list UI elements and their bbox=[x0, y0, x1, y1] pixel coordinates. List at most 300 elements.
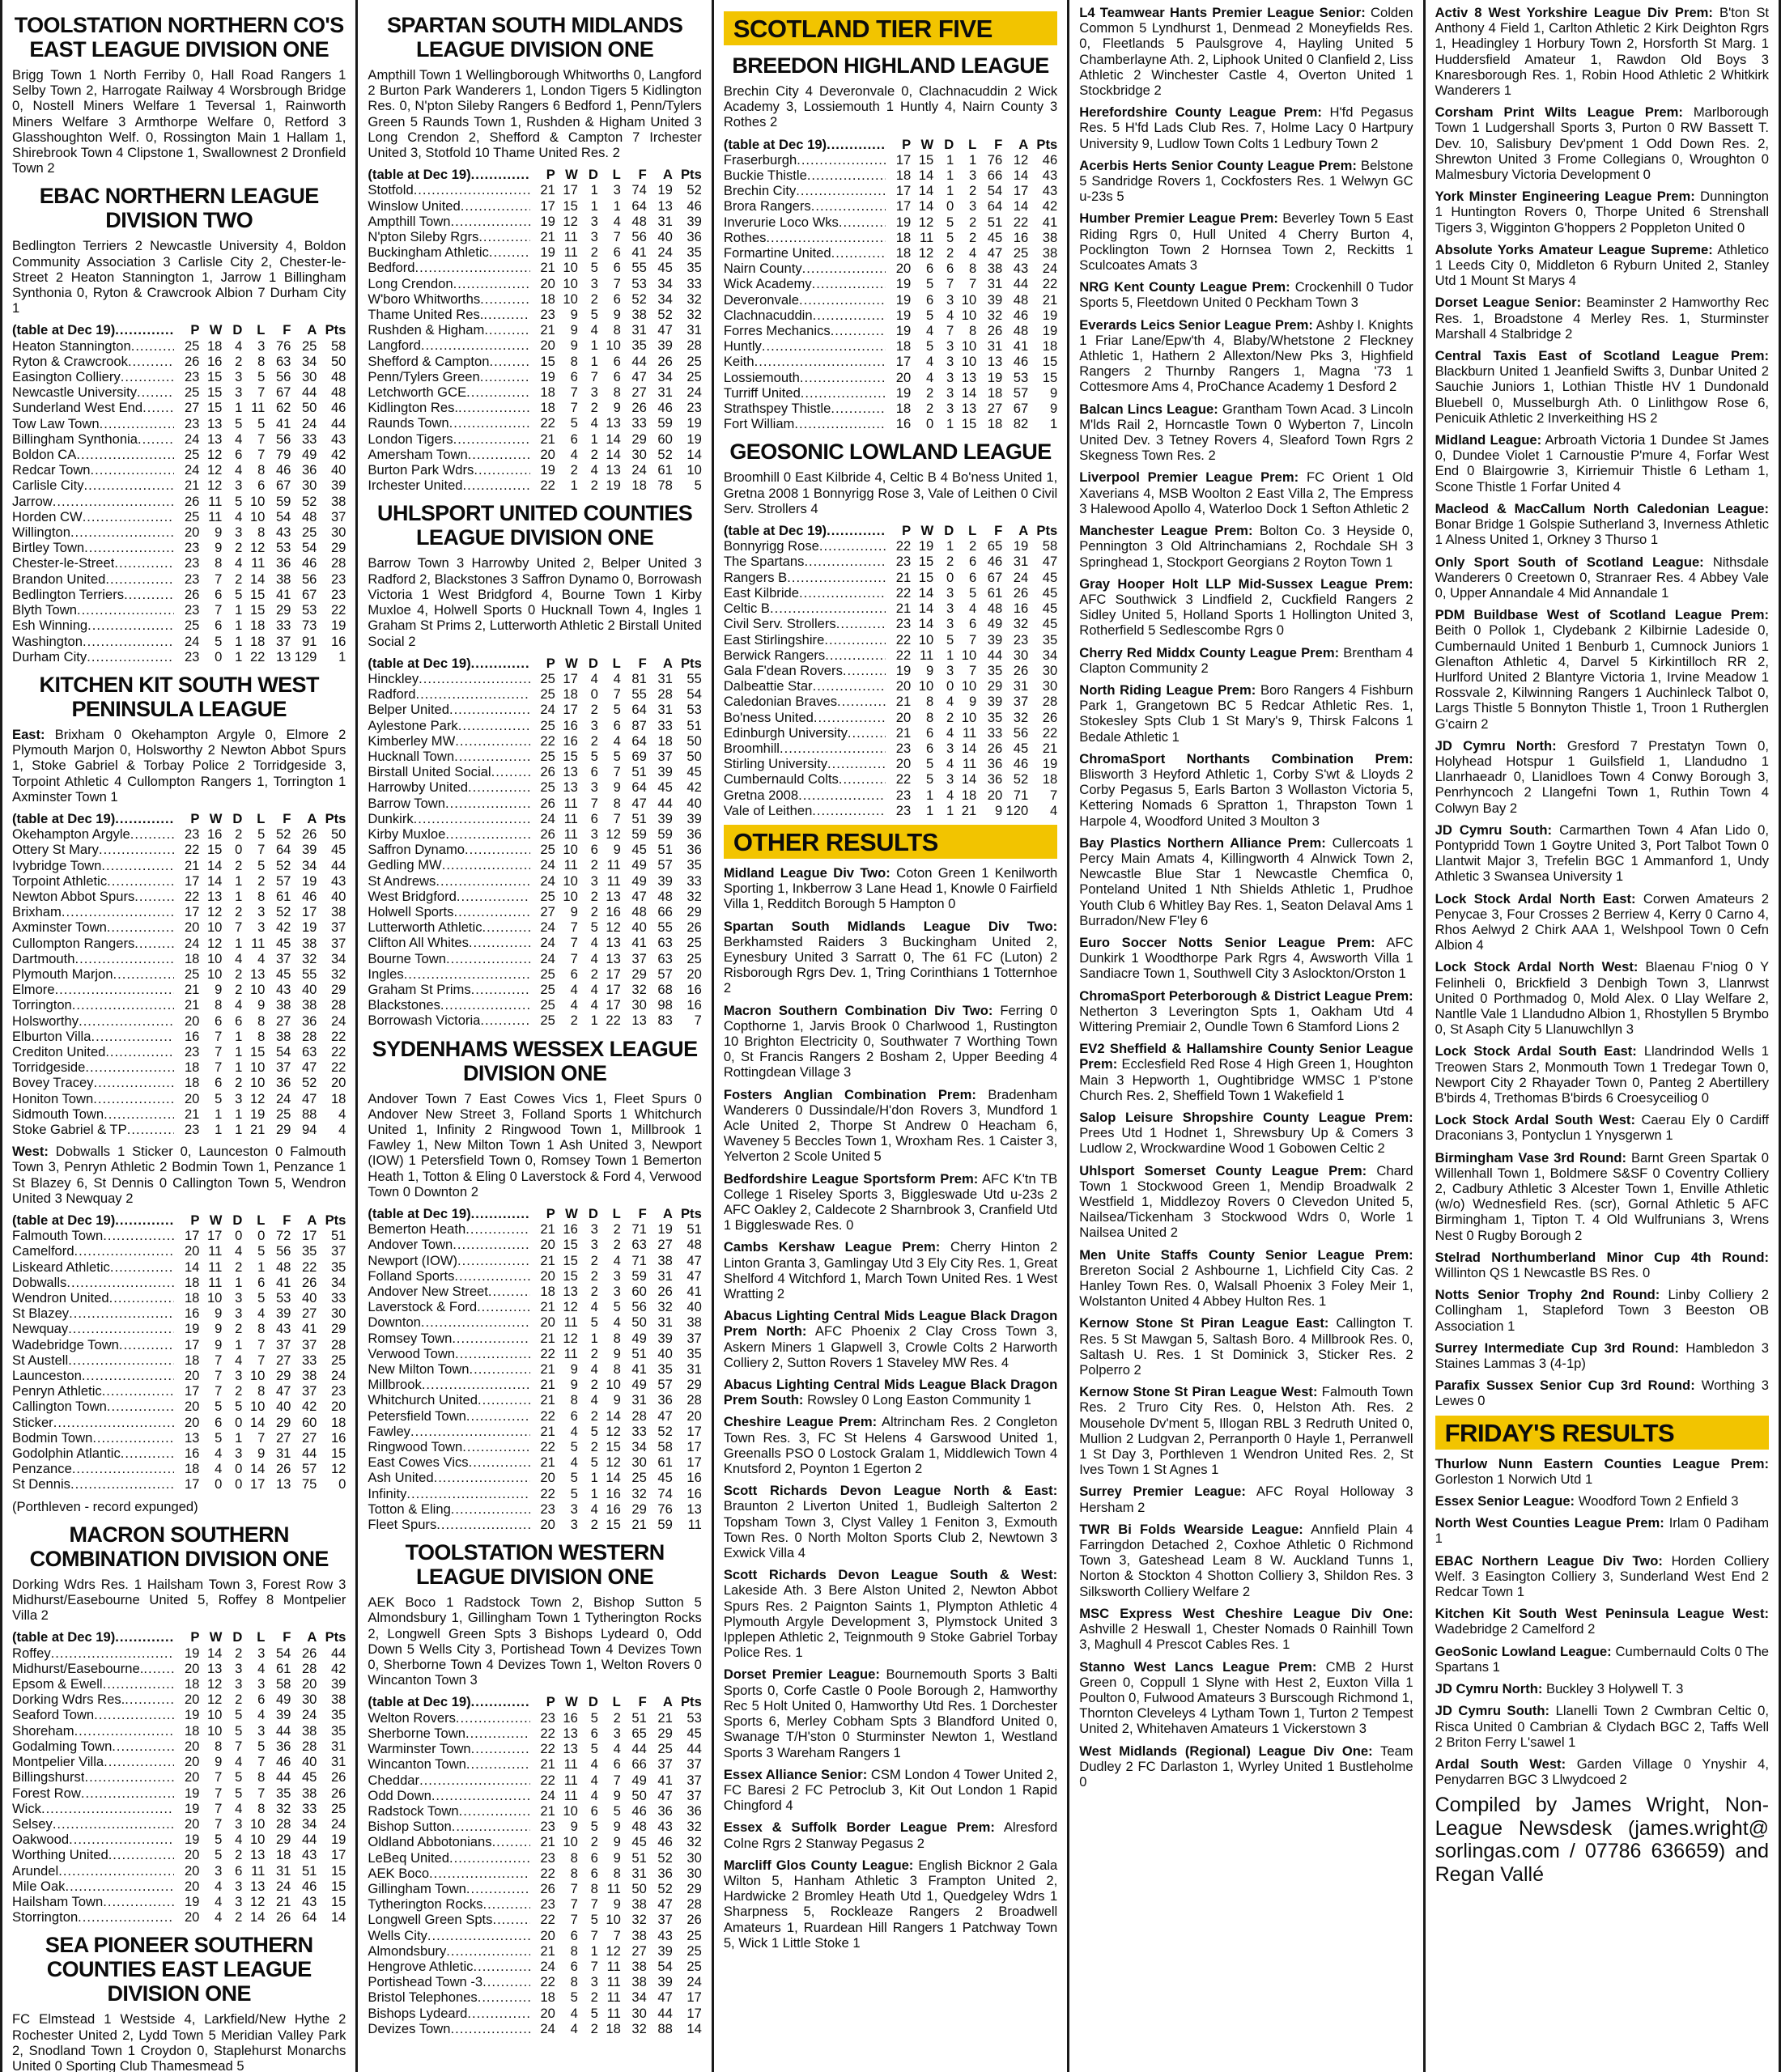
table-row bbox=[12, 1461, 346, 1476]
table-row bbox=[12, 1013, 346, 1029]
stat-p: 26 bbox=[184, 493, 200, 509]
stat-d: 4 bbox=[590, 670, 598, 686]
stat-l: 2 bbox=[613, 1221, 621, 1238]
stat-a: 27 bbox=[301, 1429, 317, 1446]
results-paragraph bbox=[724, 1858, 1057, 1951]
stat-l: 8 bbox=[613, 795, 621, 811]
team-name: Gedling MW bbox=[368, 857, 442, 873]
stat-l: 11 bbox=[962, 724, 977, 741]
stat-d: 2 bbox=[590, 446, 598, 462]
results-paragraph bbox=[1435, 959, 1769, 1037]
dot-leader bbox=[787, 570, 886, 585]
league-name-lead: Marcliff Glos County League: bbox=[723, 1857, 914, 1873]
section-headline: KITCHEN KIT SOUTH WEST PENINSULA LEAGUE bbox=[39, 672, 319, 721]
stat-p: 20 bbox=[895, 261, 912, 277]
team-name: Infinity bbox=[368, 1485, 407, 1501]
table-row bbox=[724, 416, 1057, 431]
stat-pts: 32 bbox=[686, 888, 702, 904]
stat-f: 27 bbox=[631, 384, 647, 401]
table-row bbox=[12, 982, 346, 997]
stat-a: 46 bbox=[657, 400, 673, 416]
stat-l: 4 bbox=[257, 1306, 266, 1322]
col-header-pts: Pts bbox=[325, 1629, 346, 1645]
team-name: West Bridgford bbox=[368, 888, 457, 904]
col-header-w: W bbox=[920, 523, 934, 539]
stat-p: 17 bbox=[895, 151, 912, 168]
results-text: Barrow Town 3 Harrowby United 2, Belper United 3 Radford 2, Blackstones 3 Saffron Dynamo 0, Borrowash Victoria 1 West Bridgford 4, Bourne Town 1 Kirby Muxloe 4, Holwell Sports 0 Hucknall Town 4, Ingles 1 Graham St Prims 2, Lutterworth Athletic 2 Birstall United Social 2 bbox=[368, 555, 702, 649]
stat-p: 17 bbox=[895, 198, 912, 214]
stat-l: 7 bbox=[257, 447, 266, 463]
table-row bbox=[12, 1259, 346, 1275]
dot-leader bbox=[87, 649, 174, 664]
team-name: Fort William bbox=[723, 416, 795, 432]
stat-d: 4 bbox=[946, 307, 954, 323]
stat-f: 56 bbox=[631, 1299, 647, 1315]
team-name: Forest Row bbox=[12, 1785, 81, 1801]
stat-a: 55 bbox=[301, 966, 317, 982]
stat-a: 14 bbox=[1013, 168, 1029, 184]
dot-leader bbox=[827, 523, 886, 538]
results-paragraph bbox=[368, 1091, 701, 1199]
stat-l: 8 bbox=[257, 888, 266, 904]
team-name: Fleet Spurs bbox=[368, 1517, 437, 1533]
stat-w: 12 bbox=[918, 245, 934, 261]
dot-leader bbox=[119, 1337, 174, 1352]
dot-leader bbox=[450, 214, 529, 229]
table-row bbox=[724, 385, 1057, 401]
stat-d: 2 bbox=[590, 1408, 598, 1424]
stat-p: 23 bbox=[184, 1121, 200, 1137]
league-name-lead: Dorset League Senior: bbox=[1435, 295, 1582, 311]
stat-pts: 22 bbox=[330, 1059, 346, 1076]
stat-pts: 43 bbox=[1042, 183, 1058, 199]
results-text: Brechin City 4 Deveronvale 0, Clachnacuddin 2 Wick Academy 3, Lossiemouth 1 Huntly 4, Nairn County 3 Rothes 2 bbox=[723, 83, 1058, 130]
stat-p: 24 bbox=[184, 633, 200, 649]
stat-p: 24 bbox=[540, 950, 555, 966]
col-header-l: L bbox=[257, 810, 266, 826]
team-name: Rushden & Higham bbox=[368, 322, 485, 338]
col-header-w: W bbox=[209, 810, 223, 826]
stat-f: 47 bbox=[987, 245, 1003, 261]
stat-l: 12 bbox=[249, 1893, 266, 1909]
results-paragraph bbox=[1079, 469, 1413, 516]
team-name: Downton bbox=[368, 1314, 421, 1331]
stat-d: 2 bbox=[590, 1439, 598, 1455]
results-paragraph bbox=[1435, 295, 1769, 342]
league-name-lead: North West Counties League Prem: bbox=[1435, 1515, 1664, 1531]
team-name: Epsom & Ewell bbox=[12, 1676, 103, 1692]
stat-p: 25 bbox=[184, 966, 200, 982]
stat-w: 10 bbox=[206, 1707, 223, 1723]
stat-f: 56 bbox=[275, 431, 291, 447]
stat-d: 1 bbox=[590, 197, 598, 214]
dot-leader bbox=[804, 554, 886, 569]
league-table bbox=[724, 523, 1057, 818]
stat-w: 2 bbox=[570, 1013, 578, 1029]
stat-a: 16 bbox=[1013, 229, 1029, 245]
section-banner: OTHER RESULTS bbox=[724, 825, 1057, 859]
stat-w: 11 bbox=[919, 647, 934, 663]
stat-l: 13 bbox=[249, 1847, 266, 1863]
stat-a: 51 bbox=[657, 842, 673, 858]
stat-p: 23 bbox=[184, 555, 200, 571]
stat-w: 6 bbox=[215, 1075, 223, 1091]
table-row bbox=[368, 338, 701, 353]
stat-l: 8 bbox=[257, 1769, 266, 1785]
dot-leader bbox=[143, 1661, 174, 1676]
dot-leader bbox=[115, 1212, 174, 1228]
team-name: Billingham Synthonia bbox=[12, 431, 138, 447]
stat-f: 21 bbox=[631, 1517, 647, 1533]
table-row bbox=[368, 1710, 701, 1726]
table-row bbox=[12, 1059, 346, 1075]
table-row bbox=[724, 632, 1057, 648]
team-name: Edinburgh University bbox=[723, 724, 848, 741]
stat-a: 44 bbox=[301, 1832, 317, 1848]
team-name: Godalming Town bbox=[12, 1738, 113, 1754]
dot-leader bbox=[492, 1912, 529, 1927]
stat-w: 4 bbox=[570, 2005, 578, 2021]
team-name: Radford bbox=[368, 686, 416, 703]
stat-w: 15 bbox=[563, 1252, 578, 1268]
league-name-lead: Bedfordshire League Sportsform Prem: bbox=[723, 1170, 979, 1187]
stat-w: 12 bbox=[206, 462, 223, 478]
dot-leader bbox=[480, 291, 530, 307]
stat-d: 7 bbox=[235, 1738, 243, 1754]
stat-a: 31 bbox=[657, 384, 673, 401]
stat-p: 19 bbox=[540, 368, 555, 384]
stat-f: 72 bbox=[275, 1228, 291, 1244]
results-text: Bolton Co. 3 Heyside 0, Pennington 3 Old Altrinchamians 2, Rochdale SH 3 Springhead 1, Stockport Georgians 2 Royton Town 1 bbox=[1079, 523, 1413, 570]
dot-leader bbox=[102, 1383, 175, 1399]
results-text: Brereton Social 2 Ashbourne 1, Lichfield City Cas. 2 Hanley Town Res. 0, Walsall Phoenix 3 Foley Meir 1, Wolstanton United 4 Abbey Hulton Res. 1 bbox=[1079, 1262, 1413, 1310]
stat-d: 0 bbox=[946, 678, 954, 694]
stat-pts: 30 bbox=[686, 1865, 702, 1881]
stat-f: 48 bbox=[631, 1819, 647, 1835]
stat-w: 11 bbox=[563, 857, 578, 873]
dot-leader bbox=[799, 292, 886, 308]
stat-l: 5 bbox=[613, 748, 621, 764]
stat-w: 10 bbox=[206, 1290, 223, 1306]
stat-w: 12 bbox=[563, 213, 578, 229]
stat-pts: 15 bbox=[1042, 369, 1058, 385]
stat-l: 9 bbox=[613, 1849, 621, 1866]
team-name: Fraserburgh bbox=[723, 151, 797, 168]
stat-pts: 36 bbox=[686, 842, 702, 858]
stat-p: 19 bbox=[895, 307, 912, 323]
table-row bbox=[12, 1707, 346, 1722]
stat-w: 10 bbox=[563, 1834, 578, 1850]
table-row bbox=[724, 725, 1057, 741]
stat-l: 4 bbox=[257, 1707, 266, 1723]
team-name: Sunderland West End bbox=[12, 400, 143, 416]
stat-f: 65 bbox=[987, 538, 1003, 554]
stat-f: 21 bbox=[275, 1893, 291, 1909]
team-name: Bishops Lydeard bbox=[368, 2005, 468, 2021]
table-caption: (table at Dec 19) bbox=[723, 136, 827, 152]
team-name: Penzance bbox=[12, 1461, 72, 1477]
stat-p: 20 bbox=[184, 1738, 200, 1754]
stat-w: 7 bbox=[215, 1800, 223, 1816]
stat-pts: 0 bbox=[338, 1476, 346, 1492]
team-name: Wells City bbox=[368, 1927, 427, 1943]
stat-l: 15 bbox=[249, 1043, 266, 1059]
stat-p: 24 bbox=[184, 431, 200, 447]
stat-l: 13 bbox=[249, 1878, 266, 1894]
stat-d: 1 bbox=[946, 168, 954, 184]
team-name: Brandon United bbox=[12, 571, 106, 587]
stat-pts: 58 bbox=[1042, 538, 1058, 554]
stat-w: 12 bbox=[563, 1299, 578, 1315]
stat-l: 14 bbox=[249, 1909, 266, 1926]
stat-f: 29 bbox=[631, 966, 647, 982]
results-paragraph bbox=[368, 1594, 701, 1688]
dot-leader bbox=[796, 183, 886, 198]
stat-w: 7 bbox=[215, 1769, 223, 1785]
col-header-l: L bbox=[612, 1694, 621, 1710]
table-row bbox=[12, 1321, 346, 1336]
stat-pts: 42 bbox=[330, 1660, 346, 1676]
stat-f: 64 bbox=[631, 702, 647, 718]
dot-leader bbox=[51, 1645, 175, 1661]
stat-l: 14 bbox=[249, 1414, 266, 1430]
results-text: AFC K'tn TB College 1 Riseley Sports 3, Biggleswade Utd u-23s 2 AFC Oakley 2, Caldecote 2 Sharnbrook 3, Cranfield Utd 1 Biggleswade Res. 0 bbox=[723, 1170, 1058, 1233]
stat-f: 41 bbox=[275, 1274, 291, 1290]
results-paragraph bbox=[724, 1239, 1057, 1301]
stat-f: 69 bbox=[631, 748, 647, 764]
stat-l: 9 bbox=[613, 779, 621, 796]
league-name-lead: Parafix Sussex Senior Cup 3rd Round: bbox=[1435, 1378, 1695, 1394]
stat-f: 55 bbox=[631, 260, 647, 276]
stat-w: 6 bbox=[215, 1013, 223, 1029]
dot-leader bbox=[471, 982, 530, 997]
team-name: Selsey bbox=[12, 1815, 53, 1832]
team-name: Wincanton Town bbox=[368, 1756, 466, 1773]
stat-l: 12 bbox=[606, 1942, 621, 1959]
results-paragraph bbox=[1079, 523, 1413, 570]
stat-pts: 28 bbox=[330, 1336, 346, 1352]
results-paragraph bbox=[1435, 1515, 1769, 1546]
stat-l: 9 bbox=[613, 1896, 621, 1913]
stat-pts: 43 bbox=[330, 431, 346, 447]
stat-pts: 33 bbox=[686, 873, 702, 889]
stat-w: 7 bbox=[215, 571, 223, 587]
dot-leader bbox=[831, 245, 886, 261]
stat-pts: 18 bbox=[1042, 338, 1058, 355]
stat-w: 4 bbox=[570, 446, 578, 462]
stat-a: 34 bbox=[301, 1815, 317, 1832]
team-name: Willington bbox=[12, 524, 70, 541]
stat-w: 7 bbox=[570, 1880, 578, 1896]
table-row bbox=[12, 951, 346, 966]
stat-f: 53 bbox=[631, 275, 647, 291]
stat-a: 35 bbox=[657, 1361, 673, 1378]
stat-l: 21 bbox=[961, 802, 977, 818]
table-row bbox=[12, 842, 346, 857]
stat-pts: 21 bbox=[1042, 291, 1058, 308]
stat-d: 6 bbox=[590, 764, 598, 780]
dot-leader bbox=[450, 2021, 529, 2036]
stat-d: 2 bbox=[590, 1989, 598, 2006]
results-text: Coton Green 1 Kenilworth Sporting 1, Inkberrow 3 Lane Head 1, Knowle 0 Fairfield Villa 1, Redditch Borough 5 Hampton 0 bbox=[723, 864, 1058, 912]
stat-l: 14 bbox=[606, 446, 621, 462]
dot-leader bbox=[107, 873, 174, 889]
stat-a: 47 bbox=[657, 322, 673, 338]
results-text: Caerau Ely 0 Cardiff Draconians 3, Pontyclun 1 Ynysgerwn 1 bbox=[1435, 1112, 1770, 1144]
results-text: Bradenham Wanderers 0 Dussindale/H'don Rovers 3, Mundford 1 Acle United 2, Thorpe St Andrew 0 Heacham 6, Waveney 5 Beccles Town 1, Wroxham Res. 1 Caister 3, Yelverton 2 Scole United 5 bbox=[723, 1086, 1058, 1165]
stat-l: 7 bbox=[257, 842, 266, 858]
stat-d: 3 bbox=[590, 213, 598, 229]
stat-pts: 46 bbox=[686, 197, 702, 214]
stat-w: 5 bbox=[925, 338, 934, 355]
stat-f: 34 bbox=[631, 1989, 647, 2006]
stat-f: 52 bbox=[275, 904, 291, 920]
stat-w: 4 bbox=[925, 354, 934, 370]
stat-d: 3 bbox=[590, 1221, 598, 1238]
stat-f: 24 bbox=[631, 462, 647, 478]
team-name: Camelford bbox=[12, 1243, 74, 1259]
stat-a: 30 bbox=[301, 1692, 317, 1708]
team-name: Graham St Prims bbox=[368, 981, 471, 997]
stat-f: 36 bbox=[275, 1075, 291, 1091]
stat-a: 88 bbox=[301, 1106, 317, 1122]
stat-f: 28 bbox=[275, 1815, 291, 1832]
stat-w: 12 bbox=[563, 1330, 578, 1346]
stat-w: 8 bbox=[570, 1942, 578, 1959]
table-row bbox=[368, 779, 701, 795]
results-paragraph bbox=[1079, 1522, 1413, 1599]
league-name-lead: West: bbox=[12, 1144, 49, 1160]
stat-p: 17 bbox=[184, 1383, 200, 1399]
stat-a: 28 bbox=[301, 1738, 317, 1754]
dot-leader bbox=[134, 889, 174, 904]
stat-p: 24 bbox=[540, 2020, 555, 2036]
stat-f: 45 bbox=[275, 966, 291, 982]
stat-f: 61 bbox=[275, 1660, 291, 1676]
team-name: Andover Town bbox=[368, 1237, 453, 1253]
stat-a: 32 bbox=[657, 1299, 673, 1315]
team-name: Penryn Athletic bbox=[12, 1383, 102, 1399]
stat-pts: 39 bbox=[686, 213, 702, 229]
table-row bbox=[368, 1299, 701, 1314]
results-text: Broomhill 0 East Kilbride 4, Celtic B 4 Bo'ness United 1, Gretna 2008 1 Bonnyrigg Rose 3, Vale of Leithen 0 Civil Serv. Strollers 4 bbox=[723, 469, 1058, 516]
dot-leader bbox=[108, 1847, 175, 1862]
stat-pts: 5 bbox=[694, 478, 702, 494]
stat-p: 18 bbox=[895, 245, 912, 261]
results-text: Dorking Wdrs Res. 1 Hailsham Town 3, Forest Row 3 Midhurst/Easebourne United 5, Roffey 8 Montpelier Villa 2 bbox=[12, 1576, 346, 1624]
table-row bbox=[368, 1377, 701, 1392]
col-header-f: F bbox=[638, 1694, 647, 1710]
table-row bbox=[724, 678, 1057, 694]
stat-l: 2 bbox=[613, 1237, 621, 1253]
dot-leader bbox=[127, 1122, 175, 1137]
stat-l: 2 bbox=[968, 214, 977, 230]
stat-d: 1 bbox=[235, 1336, 243, 1352]
table-row bbox=[724, 261, 1057, 276]
team-name: Roffey bbox=[12, 1645, 51, 1661]
col-header-a: A bbox=[662, 167, 673, 183]
stat-a: 67 bbox=[1013, 401, 1029, 417]
stat-pts: 29 bbox=[330, 982, 346, 998]
results-paragraph bbox=[1435, 822, 1769, 885]
stat-d: 1 bbox=[946, 647, 954, 663]
league-name-lead: York Minster Engineering League Prem: bbox=[1435, 189, 1695, 205]
col-header-f: F bbox=[283, 810, 291, 826]
stat-pts: 46 bbox=[1042, 151, 1058, 168]
col-header-w: W bbox=[209, 1629, 223, 1645]
results-paragraph bbox=[1435, 1644, 1769, 1675]
stat-f: 39 bbox=[987, 694, 1003, 710]
stat-p: 18 bbox=[184, 1290, 200, 1306]
league-name-lead: JD Cymru South: bbox=[1435, 822, 1553, 838]
stat-pts: 38 bbox=[1042, 245, 1058, 261]
stat-f: 48 bbox=[631, 213, 647, 229]
stat-a: 26 bbox=[301, 1645, 317, 1661]
team-name: Horden CW bbox=[12, 508, 83, 524]
dot-leader bbox=[82, 1368, 175, 1383]
stat-w: 13 bbox=[563, 1284, 578, 1300]
stat-p: 17 bbox=[184, 873, 200, 889]
stat-a: 26 bbox=[657, 1284, 673, 1300]
stat-p: 19 bbox=[540, 244, 555, 261]
table-row bbox=[368, 447, 701, 462]
stat-p: 23 bbox=[184, 369, 200, 385]
stat-a: 18 bbox=[657, 732, 673, 749]
stat-f: 49 bbox=[275, 1692, 291, 1708]
stat-p: 22 bbox=[540, 1408, 555, 1424]
stat-d: 4 bbox=[946, 787, 954, 803]
stat-a: 52 bbox=[657, 1880, 673, 1896]
table-row bbox=[368, 2021, 701, 2036]
stat-w: 4 bbox=[925, 369, 934, 385]
stat-w: 8 bbox=[570, 353, 578, 369]
stat-f: 26 bbox=[987, 323, 1003, 339]
stat-w: 9 bbox=[215, 982, 223, 998]
col-header-a: A bbox=[662, 1206, 673, 1221]
stat-l: 7 bbox=[613, 229, 621, 245]
dot-leader bbox=[489, 244, 530, 260]
stat-a: 16 bbox=[1013, 601, 1029, 617]
team-name: Boldon CA bbox=[12, 447, 77, 463]
team-name: Dalbeattie Star bbox=[723, 678, 813, 694]
league-name-lead: TWR Bi Folds Wearside League: bbox=[1079, 1521, 1303, 1537]
dot-leader bbox=[483, 307, 529, 322]
stat-l: 14 bbox=[249, 1461, 266, 1477]
stat-f: 53 bbox=[275, 1290, 291, 1306]
stat-d: 3 bbox=[235, 1815, 243, 1832]
stat-w: 10 bbox=[206, 950, 223, 966]
team-name: Strathspey Thistle bbox=[723, 401, 831, 417]
dot-leader bbox=[477, 1299, 530, 1314]
stat-pts: 16 bbox=[330, 633, 346, 649]
dot-leader bbox=[461, 198, 530, 214]
stat-w: 6 bbox=[570, 966, 578, 982]
dot-leader bbox=[473, 1959, 529, 1974]
table-row bbox=[12, 555, 346, 571]
stat-d: 2 bbox=[235, 966, 243, 982]
stat-w: 4 bbox=[570, 981, 578, 997]
stat-l: 13 bbox=[606, 888, 621, 904]
table-row bbox=[12, 1832, 346, 1847]
stat-w: 8 bbox=[570, 1849, 578, 1866]
table-row bbox=[724, 276, 1057, 291]
stat-f: 45 bbox=[987, 229, 1003, 245]
stat-f: 38 bbox=[275, 1028, 291, 1044]
results-text: Alresford Colne Rgrs 2 Stanway Pegasus 2 bbox=[723, 1819, 1058, 1851]
stat-w: 5 bbox=[570, 1485, 578, 1501]
stat-d: 1 bbox=[235, 400, 243, 416]
stat-a: 63 bbox=[657, 950, 673, 966]
